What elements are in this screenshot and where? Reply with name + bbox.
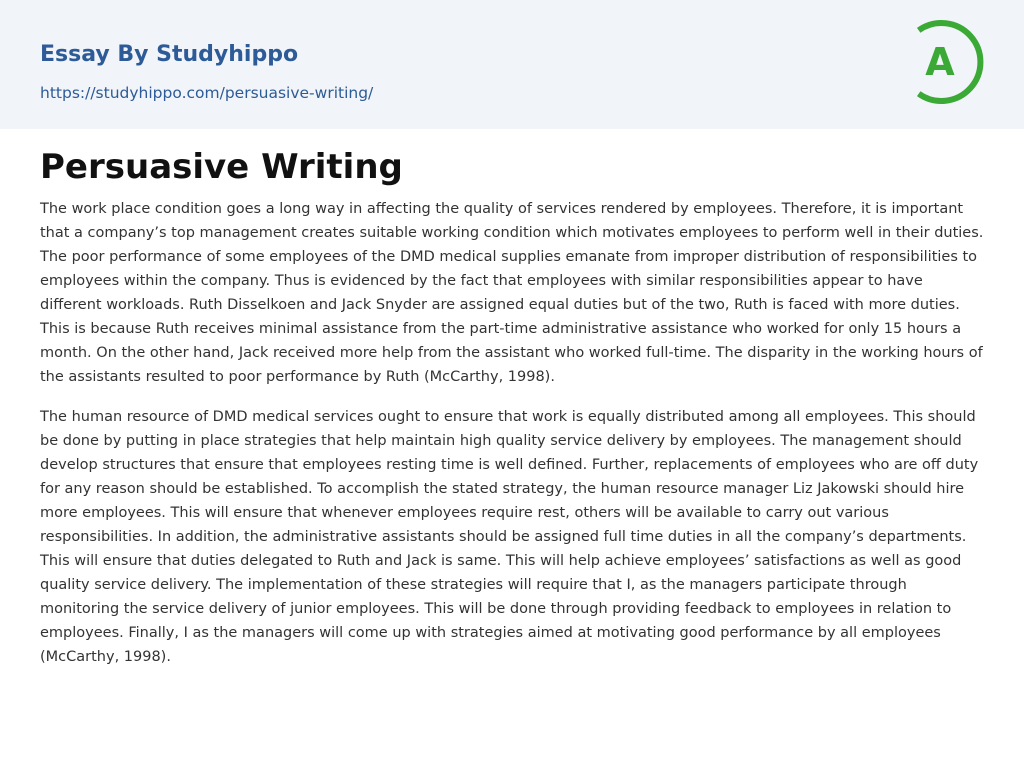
article-paragraph: The work place condition goes a long way in affecting the quality of services rendered by employees. Therefore, it is important that a company’s top management creates suitable working condition which motivates employees to perform well in their duties. The poor performance of some employees of the DMD medical supplies emanate from improper distribution of responsibilities to employees within the company. Thus is evidenced by the fact that employees with similar responsibilities appear to have different workloads. Ruth Disselkoen and Jack Snyder are assigned equal duties but of the two, Ruth is faced with more duties. This is because Ruth receives minimal assistance from the part-time administrative assistance who worked for only 15 hours a month. On the other hand, Jack received more help from the assistant who worked full-time. The disparity in the working hours of the assistants resulted to poor performance by Ruth (McCarthy, 1998). bbox=[40, 201, 984, 385]
article bbox=[40, 143, 984, 685]
site-brand[interactable]: Essay By Studyhippo bbox=[40, 42, 299, 67]
article-paragraph: The human resource of DMD medical services ought to ensure that work is equally distributed among all employees. This should be done by putting in place strategies that help maintain high quality service delivery by employees. The management should develop structures that ensure that employees resting time is well defined. Further, replacements of employees who are off duty for any reason should be established. To accomplish the stated strategy, the human resource manager Liz Jakowski should hire more employees. This will ensure that whenever employees require rest, others will be available to carry out various responsibilities. In addition, the administrative assistants should be assigned full time duties in all the company’s departments. This will ensure that duties delegated to Ruth and Jack is same. This will help achieve employees’ satisfactions as well as good quality service delivery. The implementation of these strategies will require that I, as the managers participate through monitoring the service delivery of junior employees. This will be done through providing feedback to employees in relation to employees. Finally, I as the managers will come up with strategies aimed at motivating good performance by all employees (McCarthy, 1998). bbox=[40, 409, 979, 665]
studyhippo-logo-icon[interactable] bbox=[910, 18, 988, 106]
page-header bbox=[0, 0, 1024, 129]
page-title: Persuasive Writing bbox=[40, 147, 403, 187]
logo-letter: A bbox=[925, 40, 955, 84]
essay-url-link[interactable]: https://studyhippo.com/persuasive-writing/ bbox=[40, 84, 374, 102]
